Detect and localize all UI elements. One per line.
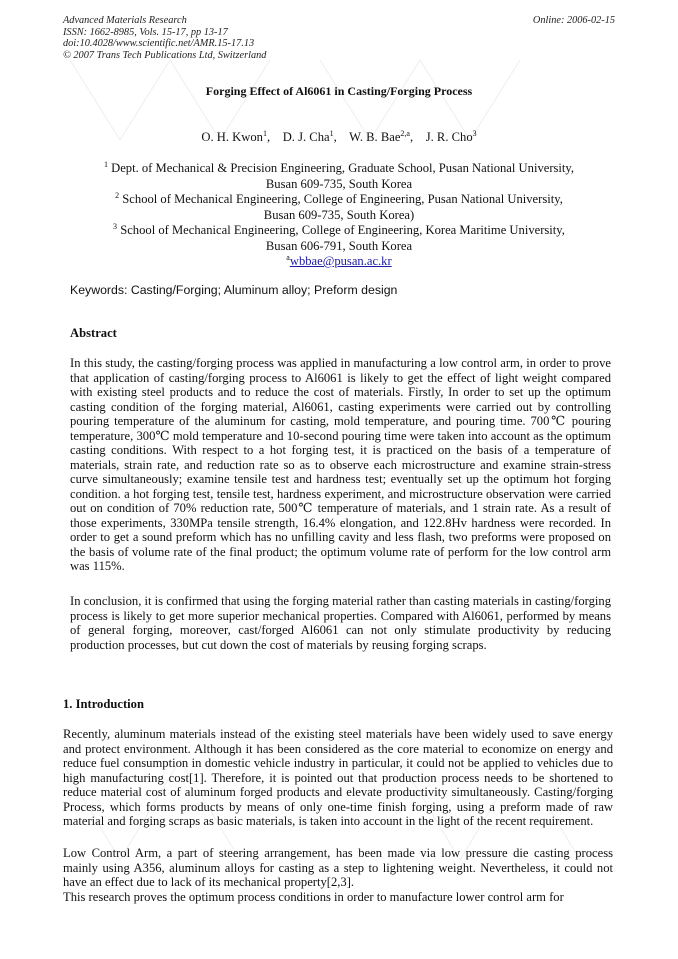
journal-issn: ISSN: 1662-8985, Vols. 15-17, pp 13-17 xyxy=(63,26,228,38)
author: D. J. Cha$^1$ xyxy=(282,128,334,144)
journal-header xyxy=(63,15,266,61)
abstract-paragraph-2: In conclusion, it is confirmed that using the forging material rather than casting materials in casting/forging process is likely to get more superior mechanical properties. Compared with Al6061, performed by means of general forging, moreover, cast/forged Al6061 can not only stimulate productivity by reducing production processes, but cut down the cost of materials by reusing forging scraps. xyxy=(70,594,611,652)
author-list: O. H. Kwon$^1$, D. J. Cha$^1$, W. B. Bae$^{2,a}$, J. R. Cho$^3$ xyxy=(201,128,477,144)
affiliation-1-city: Busan 609-735, South Korea xyxy=(265,176,413,191)
introduction-paragraph-2: Low Control Arm, a part of steering arrangement, has been made via low pressure die casting process mainly using A356, aluminum alloys for casting as a step to lightening weight. Nevertheless, it could not have an effect due to lack of its mechanical property[2,3]. xyxy=(63,846,613,889)
keywords: Keywords: Casting/Forging; Aluminum alloy; Preform design xyxy=(70,283,398,297)
affiliation-2-city: Busan 609-735, South Korea) xyxy=(263,207,415,222)
affiliation-3-city: Busan 606-791, South Korea xyxy=(265,238,413,253)
journal-doi: doi:10.4028/www.scientific.net/AMR.15-17.13 xyxy=(63,38,255,49)
online-date: Online: 2006-02-15 xyxy=(532,15,615,26)
journal-copyright: © 2007 Trans Tech Publications Ltd, Switzerland xyxy=(63,49,267,61)
journal-name: Advanced Materials Research xyxy=(63,15,187,26)
affiliation-3: $^3$ School of Mechanical Engineering, College of Engineering, Korea Maritime University, xyxy=(113,221,565,237)
introduction-paragraph-1: Recently, aluminum materials instead of the existing steel materials have been widely used to save energy and protect environment. Although it has been considered as the core material to economize on energy and reduce fuel consumption in domestic vehicle industry in particular, it could not be applied to vehicles due to high manufacturing cost[1]. Therefore, it is pointed out that production process needs to be shortened to reduce material cost of aluminum forged products and elevate productivity simultaneously. Casting/forging Process, which forms products by means of only one-time finish forging, using a preform made of raw material and forging scraps as basic materials, is taken into account in the light of the recent requirement. xyxy=(63,727,613,828)
email-link[interactable]: wbbae@pusan.ac.kr xyxy=(289,254,392,268)
author: J. R. Cho$^3$ xyxy=(425,128,477,144)
introduction-paragraph-3: This research proves the optimum process conditions in order to manufacture lower control arm for xyxy=(63,890,564,904)
paper-title: Forging Effect of Al6061 in Casting/Forging Process xyxy=(205,84,473,98)
affiliation-1: $^1$ Dept. of Mechanical & Precision Engineering, Graduate School, Pusan National University, xyxy=(103,159,575,175)
abstract-heading: Abstract xyxy=(70,326,117,340)
author: W. B. Bae$^{2,a}$ xyxy=(349,128,410,144)
author: O. H. Kwon$^1$ xyxy=(201,128,267,144)
abstract-paragraph-1: In this study, the casting/forging process was applied in manufacturing a low control arm, in order to prove that application of casting/forging process to Al6061 is likely to get the effect of light weight compared with existing steel products and to reduce the cost of materials. Firstly, In order to set up the optimum casting condition of the forging material, Al6061, casting experiments were carried out by controlling pouring temperature of the aluminum for casting, mold temperature, and pouring time. 700℃ pouring temperature, 300℃ mold temperature and 10-second pouring time were taken into account as the optimum casting conditions. With respect to a hot forging test, it is practiced on the basis of a temperature of materials, strain rate, and reduction rate so as to observe each microstructure and examine strain-stress curve simultaneously; examine tensile test and hardness test; eventually set up the optimum hot forging condition. a hot forging test, tensile test, hardness experiment, and microstructure observation were carried out on condition of 70% reduction rate, 500℃ temperature of materials, and 1 strain rate. As a result of those experiments, 330MPa tensile strength, 16.4% elongation, and 122.8Hv hardness were recorded. In order to get a sound preform which has no unfilling cavity and less flash, two preforms were proposed on the basis of volume rate of the final product; the optimum volume rate of perform for the low control arm was 115%. xyxy=(70,356,611,573)
affiliation-2: $^2$ School of Mechanical Engineering, College of Engineering, Pusan National University, xyxy=(115,190,563,206)
affiliations xyxy=(60,161,618,270)
introduction-heading: 1. Introduction xyxy=(63,697,144,711)
email-line: $^a$wbbae@pusan.ac.kr xyxy=(286,252,392,268)
